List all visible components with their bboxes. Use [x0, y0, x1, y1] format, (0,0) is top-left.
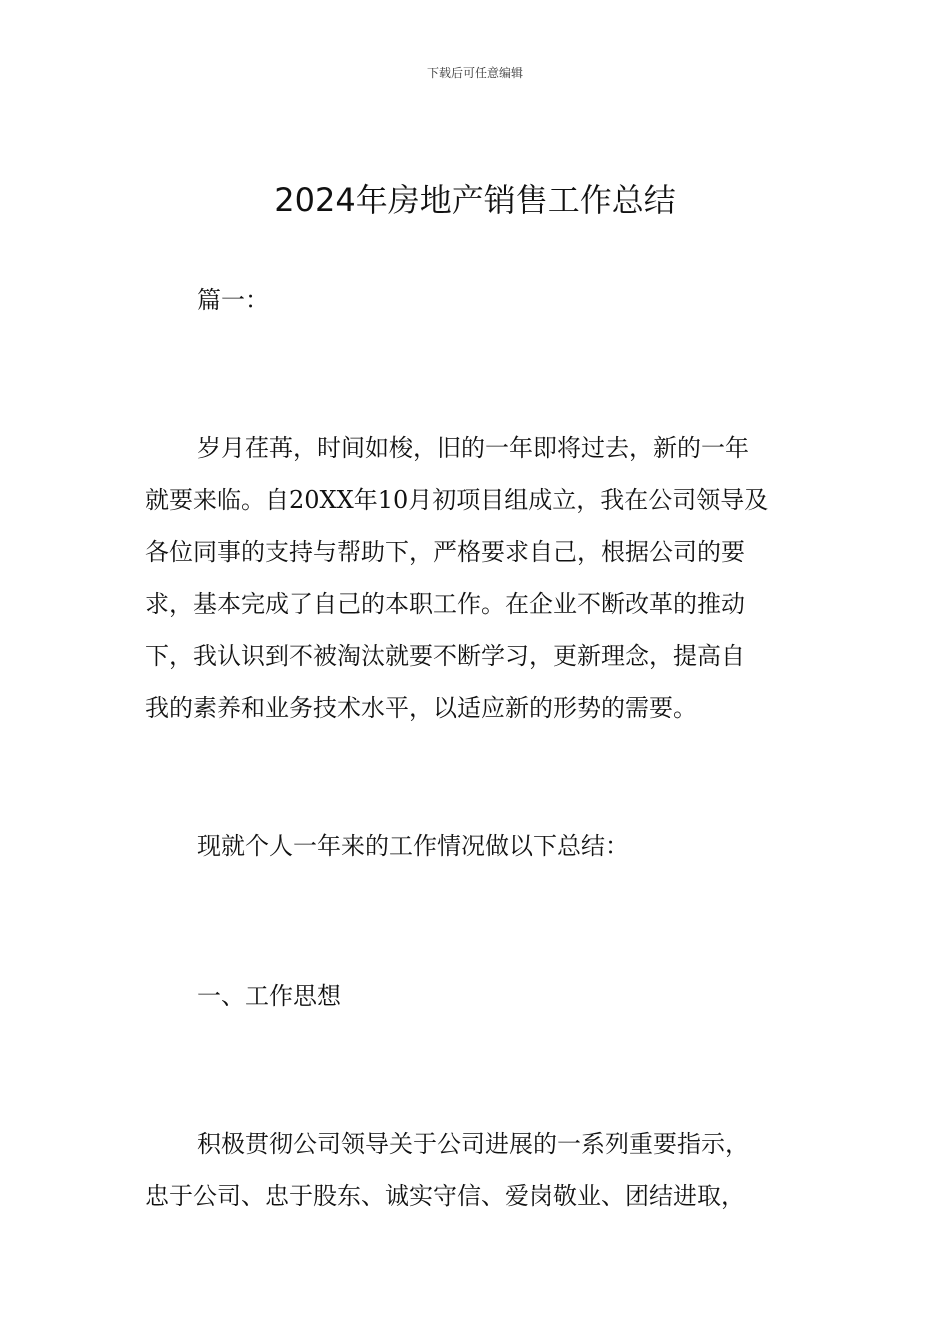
header-note: 下载后可任意编辑 — [426, 66, 523, 80]
paragraph-line: 求，基本完成了自己的本职工作。在企业不断改革的推动 — [145, 590, 745, 618]
paragraph-1 — [145, 422, 810, 734]
document-title: 2024年房地产销售工作总结 — [274, 181, 676, 219]
paragraph-line: 岁月荏苒，时间如梭，旧的一年即将过去，新的一年 — [197, 434, 749, 462]
paragraph-line: 积极贯彻公司领导关于公司进展的一系列重要指示， — [197, 1130, 749, 1158]
paragraph-line: 我的素养和业务技术水平，以适应新的形势的需要。 — [145, 694, 697, 722]
paragraph-line: 就要来临。自20XX年10月初项目组成立，我在公司领导及 — [145, 486, 769, 514]
paragraph-line: 下，我认识到不被淘汰就要不断学习，更新理念，提高自 — [145, 642, 745, 670]
paragraph-line: 各位同事的支持与帮助下，严格要求自己，根据公司的要 — [145, 538, 745, 566]
paragraph-2: 现就个人一年来的工作情况做以下总结： — [197, 832, 629, 860]
section-heading-1: 一、工作思想 — [197, 982, 341, 1010]
paragraph-3 — [145, 1118, 810, 1222]
paragraph-line: 忠于公司、忠于股东、诚实守信、爱岗敬业、团结进取， — [145, 1182, 745, 1210]
section-label: 篇一： — [197, 286, 269, 314]
